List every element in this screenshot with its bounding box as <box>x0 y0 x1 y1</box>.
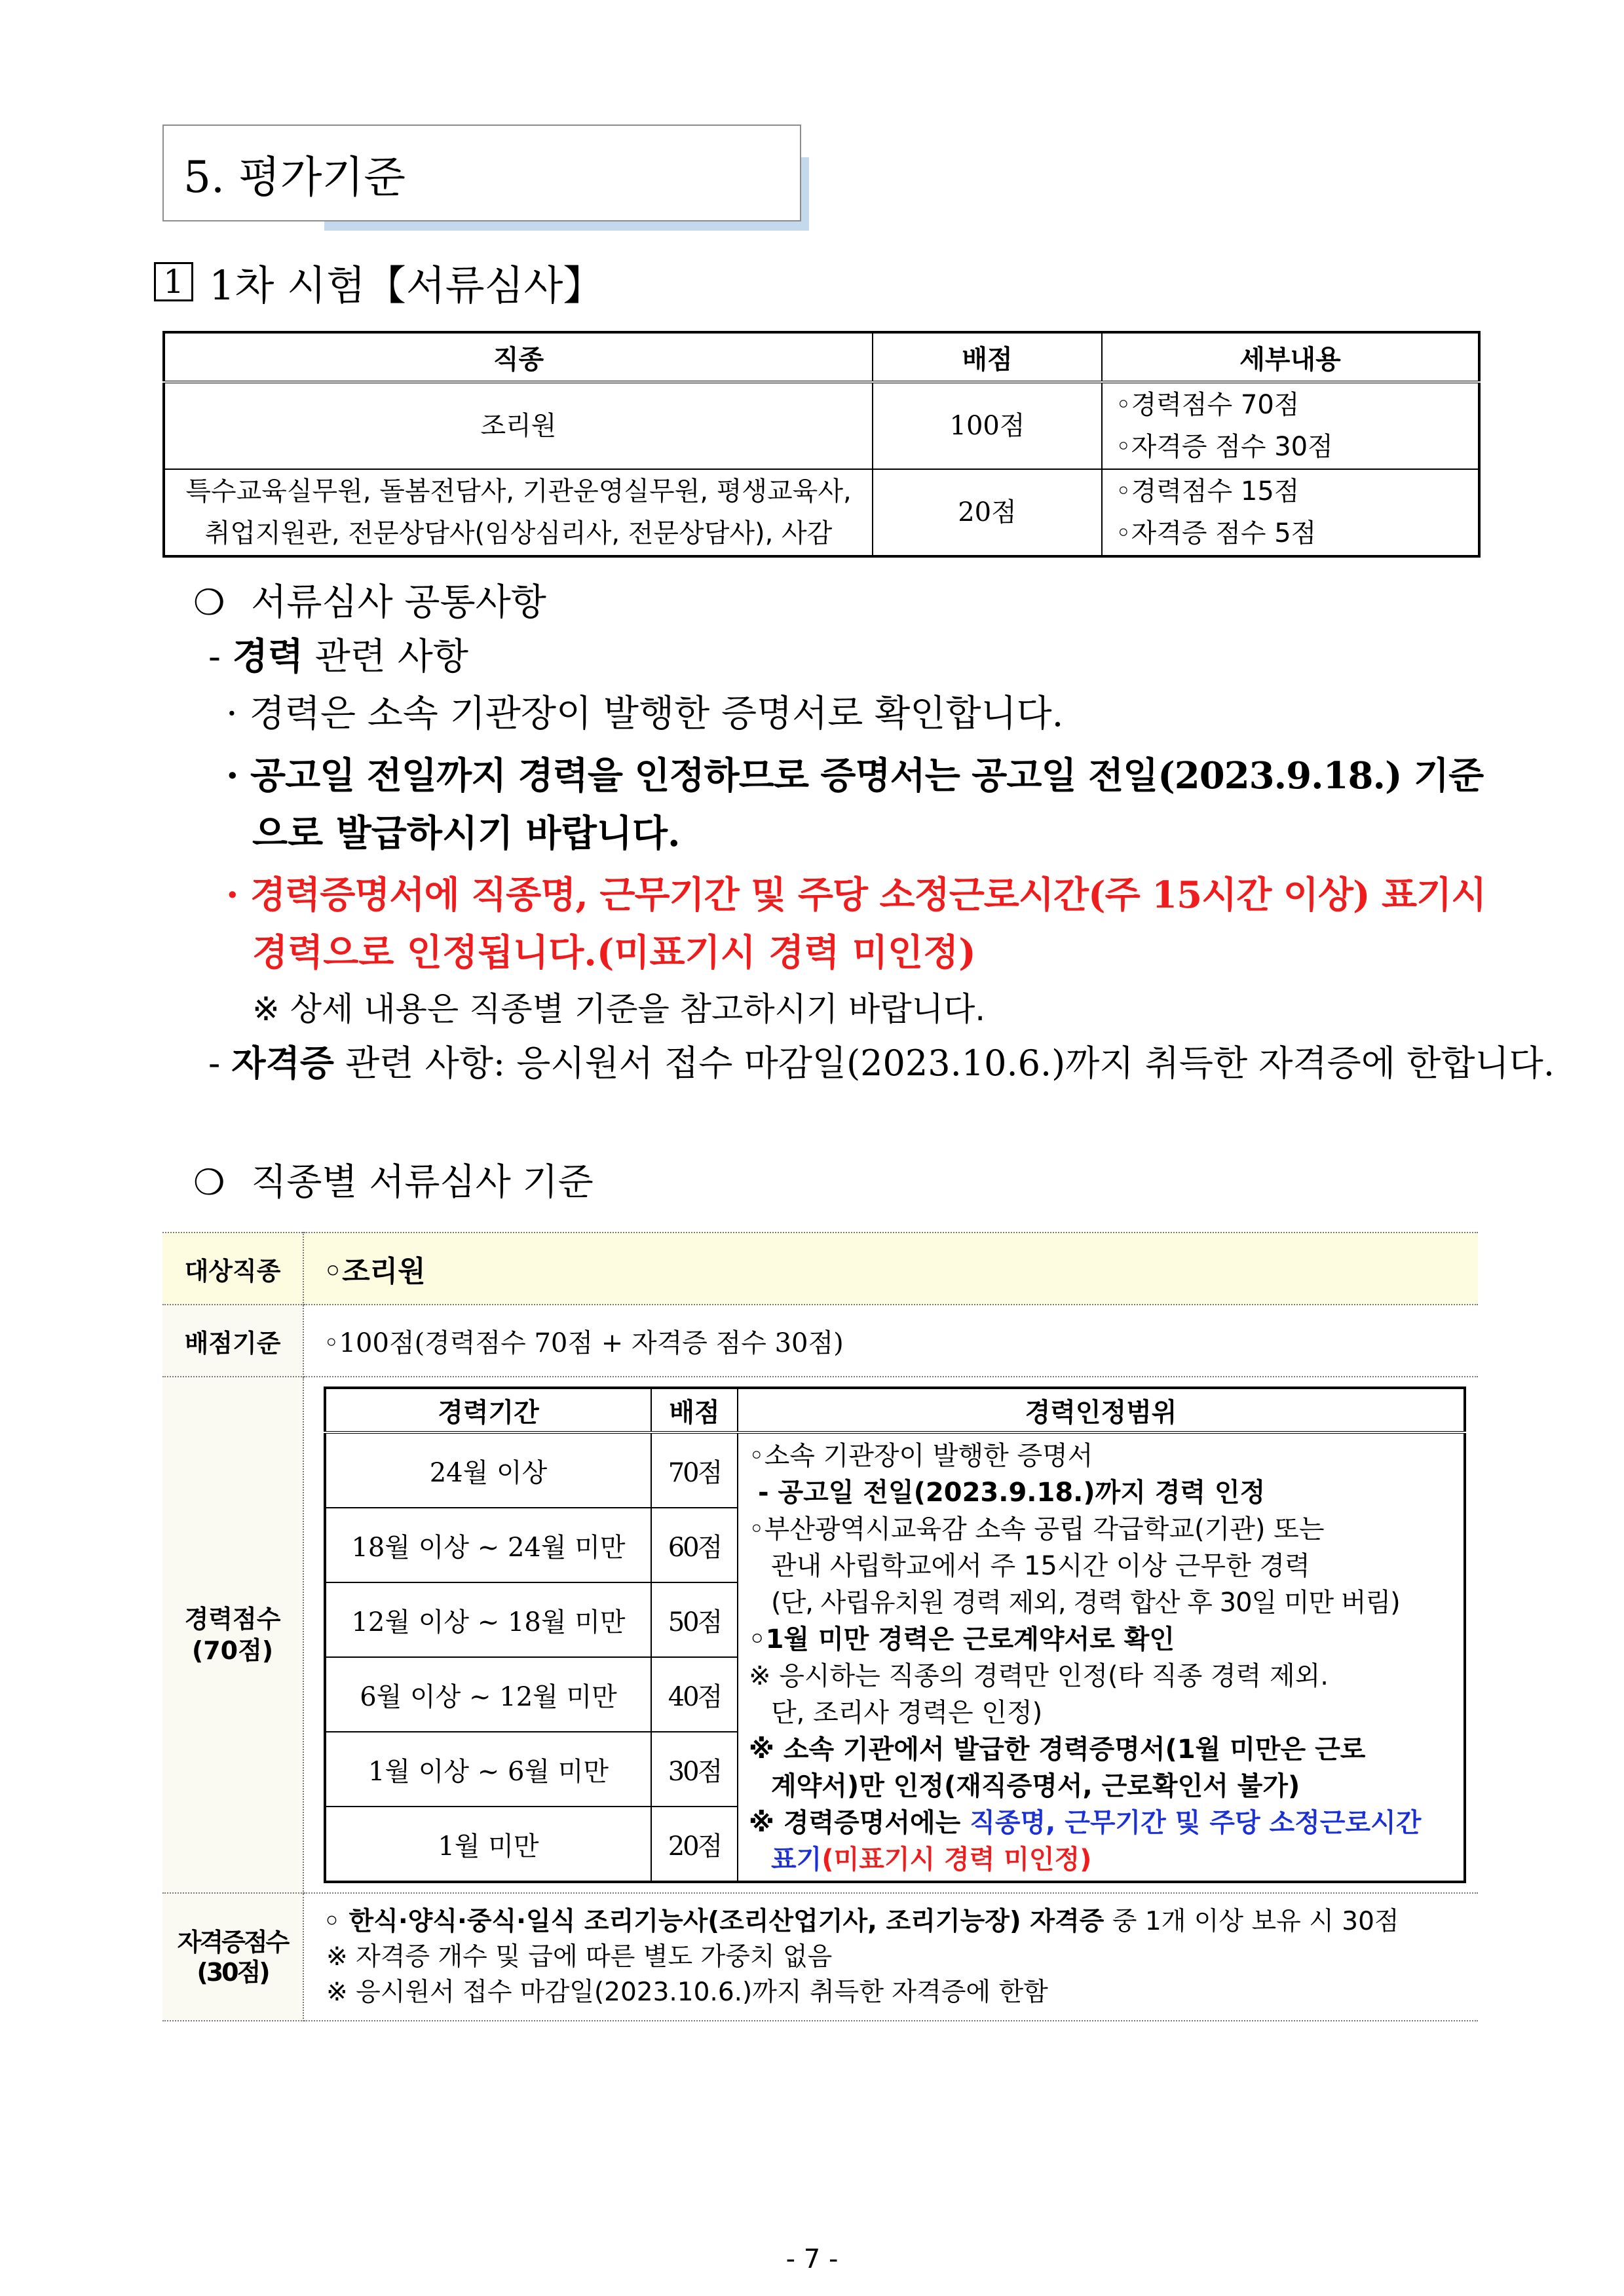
detail-cell <box>1102 469 1479 556</box>
header-job: 직종 <box>164 332 873 382</box>
detail-line: ◦자격증 점수 30점 <box>1116 432 1333 462</box>
criteria-heading: ❍ 직종별 서류심사 기준 <box>193 1161 594 1204</box>
target-label: 대상직종 <box>162 1233 303 1305</box>
points-cell: 70점 <box>651 1432 738 1508</box>
license-content: ◦ 한식·양식·중식·일식 조리기능사(조리산업기사, 조리기능장) 자격증 중 1개 이상 보유 시 30점 ※ 자격증 개수 및 급에 따른 별도 가중치 없음 ※ 응시원서 접수 마감일(2023.10.6.)까지 취득한 자격증에 한함 <box>303 1893 1478 2021</box>
job-cell: 특수교육실무원, 돌봄전담사, 기관운영실무원, 평생교육사, 취업지원관, 전문상담사(임상심리사, 전문상담사), 사감 <box>164 469 873 556</box>
period-cell: 1월 이상 ~ 6월 미만 <box>325 1732 651 1807</box>
career-label: 경력점수 (70점) <box>162 1377 303 1893</box>
sub-heading <box>154 256 603 308</box>
period-cell: 18월 이상 ~ 24월 미만 <box>325 1508 651 1582</box>
points-cell: 30점 <box>651 1732 738 1807</box>
header-details: 세부내용 <box>1102 332 1479 382</box>
section-title: 5. 평가기준 <box>183 151 406 202</box>
score-basis-label: 배점기준 <box>162 1305 303 1377</box>
points-cell: 40점 <box>651 1657 738 1732</box>
detail-cell <box>1102 382 1479 469</box>
header-range: 경력인정범위 <box>738 1388 1465 1432</box>
bullet-3: · 경력증명서에 직종명, 근무기간 및 주당 소정근로시간(주 15시간 이상) 표기시 <box>226 873 1486 917</box>
criteria-table <box>162 1232 1478 2021</box>
period-cell: 6월 이상 ~ 12월 미만 <box>325 1657 651 1732</box>
career-row <box>162 1377 1478 1893</box>
license-label: 자격증점수 (30점) <box>162 1893 303 2021</box>
detail-line: ◦경력점수 70점 <box>1116 390 1300 420</box>
table-row <box>164 382 1479 469</box>
target-row <box>162 1233 1478 1305</box>
points-cell: 20점 <box>651 1807 738 1882</box>
score-cell: 100점 <box>873 382 1102 469</box>
detail-line: ◦자격증 점수 5점 <box>1116 518 1317 548</box>
career-subheading: - 경력 관련 사항 <box>208 635 468 678</box>
sub-heading-text: 1차 시험【서류심사】 <box>209 261 604 309</box>
detail-line: ◦경력점수 15점 <box>1116 476 1300 507</box>
license-row <box>162 1893 1478 2021</box>
common-heading: ❍ 서류심사 공통사항 <box>193 581 546 624</box>
score-table-header <box>164 332 1479 382</box>
hollow-circle-icon: ❍ <box>193 582 225 623</box>
points-cell: 60점 <box>651 1508 738 1582</box>
job-cell: 조리원 <box>164 382 873 469</box>
header-score: 배점 <box>873 332 1102 382</box>
score-cell: 20점 <box>873 469 1102 556</box>
section-title-box <box>162 124 801 221</box>
bullet-2-cont: 으로 발급하시기 바랍니다. <box>252 812 681 855</box>
career-table <box>324 1387 1466 1883</box>
table-row <box>325 1432 1465 1508</box>
bullet-1: · 경력은 소속 기관장이 발행한 증명서로 확인합니다. <box>226 693 1064 735</box>
reference-note: ※ 상세 내용은 직종별 기준을 참고하시기 바랍니다. <box>252 990 986 1028</box>
score-basis-row <box>162 1305 1478 1377</box>
boxed-number: 1 <box>154 262 193 301</box>
period-cell: 12월 이상 ~ 18월 미만 <box>325 1582 651 1657</box>
score-table <box>162 331 1481 558</box>
career-content <box>303 1377 1478 1893</box>
hollow-circle-icon: ❍ <box>193 1162 225 1203</box>
career-table-header <box>325 1388 1465 1432</box>
score-basis-value: ◦100점(경력점수 70점 + 자격증 점수 30점) <box>303 1305 1478 1377</box>
range-cell: ◦소속 기관장이 발행한 증명서 - 공고일 전일(2023.9.18.)까지 경력 인정 ◦부산광역시교육감 소속 공립 각급학교(기관) 또는 관내 사립학교에서 주 15시간 이상 근무한 경력 (단, 사립유치원 경력 제외, 경력 합산 후 30일 미만 버림) ◦1월 미만 경력은 근로계약서로 확인 ※ 응시하는 직종의 경력만 인정(타 직종 경력 제외. 단, 조리사 경력은 인정) ※ 소속 기관에서 발급한 경력증명서(1월 미만은 근로 계약서)만 인정(재직증명서, 근로확인서 불가) ※ 경력증명서에는 직종명, 근무기간 및 주당 소정근로시간 표기(미표기시 경력 미인정) <box>738 1432 1465 1882</box>
period-cell: 24월 이상 <box>325 1432 651 1508</box>
points-cell: 50점 <box>651 1582 738 1657</box>
bullet-2: · 공고일 전일까지 경력을 인정하므로 증명서는 공고일 전일(2023.9.18.) 기준 <box>226 754 1484 797</box>
header-period: 경력기간 <box>325 1388 651 1432</box>
period-cell: 1월 미만 <box>325 1807 651 1882</box>
target-value: ◦조리원 <box>303 1233 1478 1305</box>
header-points: 배점 <box>651 1388 738 1432</box>
license-subheading: - 자격증 관련 사항: 응시원서 접수 마감일(2023.10.6.)까지 취득한 자격증에 한합니다. <box>208 1042 1555 1084</box>
table-row <box>164 469 1479 556</box>
bullet-3-cont: 경력으로 인정됩니다.(미표기시 경력 미인정) <box>252 931 976 974</box>
page-number: - 7 - <box>785 2244 839 2274</box>
